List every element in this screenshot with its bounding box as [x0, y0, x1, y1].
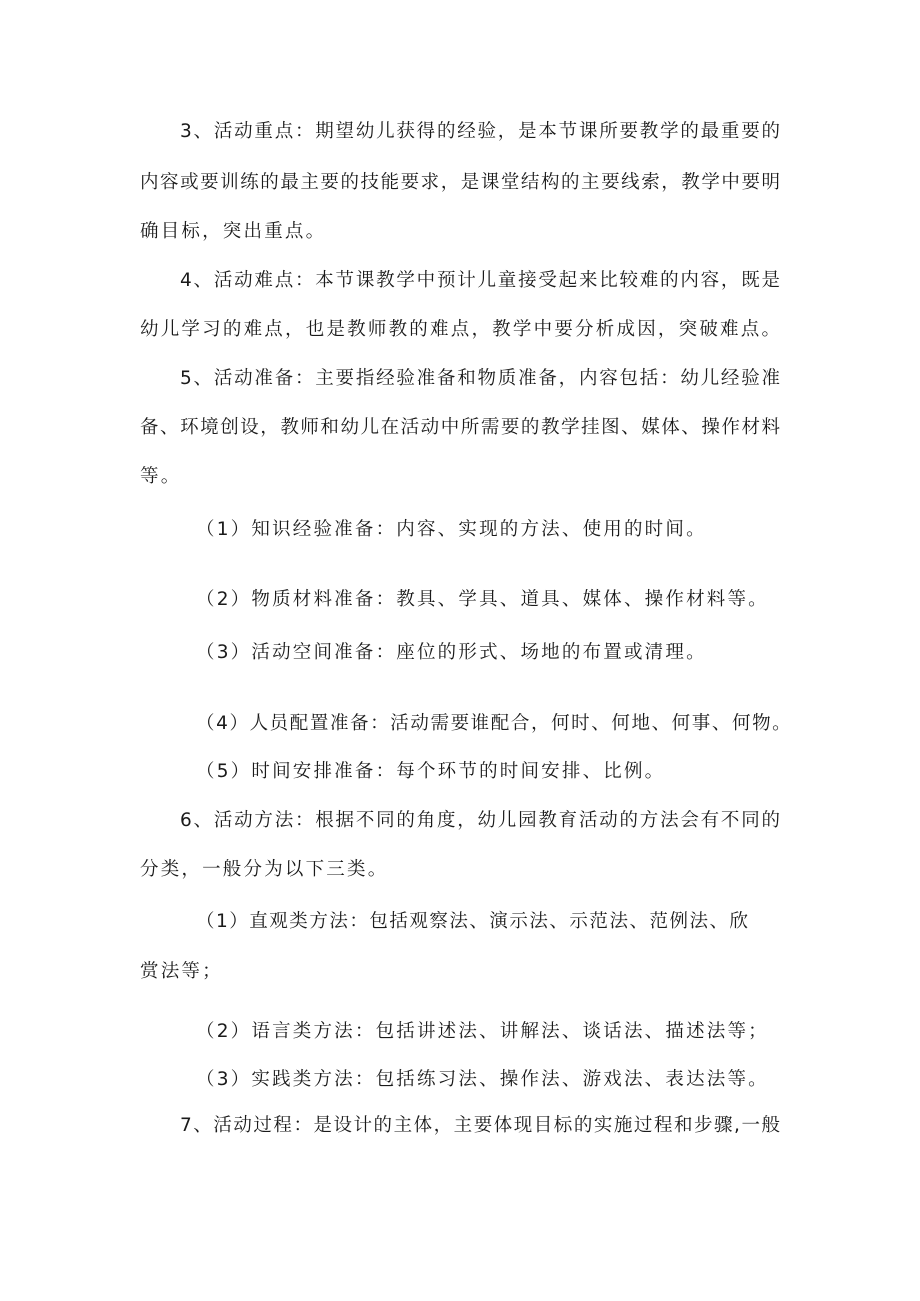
- item-4-line-1: 4、活动难点：本节课教学中预计儿童接受起来比较难的内容，既是: [180, 270, 780, 291]
- item-7-line-1: 7、活动过程：是设计的主体，主要体现目标的实施过程和步骤,一般: [180, 1115, 780, 1136]
- prep-subitem-5: （5）时间安排准备：每个环节的时间安排、比例。: [196, 761, 666, 782]
- prep-subitem-4: （4）人员配置准备：活动需要谁配合，何时、何地、何事、何物。: [196, 713, 793, 734]
- prep-subitem-2: （2）物质材料准备：教具、学具、道具、媒体、操作材料等。: [196, 589, 769, 610]
- item-6-line-1: 6、活动方法：根据不同的角度，幼儿园教育活动的方法会有不同的: [180, 810, 780, 831]
- method-subitem-1-line-1: （1）直观类方法：包括观察法、演示法、示范法、范例法、欣: [196, 911, 748, 932]
- item-6-line-2: 分类，一般分为以下三类。: [140, 859, 389, 880]
- item-3-line-1: 3、活动重点：期望幼儿获得的经验，是本节课所要教学的最重要的: [180, 121, 780, 142]
- item-5-line-1: 5、活动准备：主要指经验准备和物质准备，内容包括：幼儿经验准: [180, 368, 780, 389]
- method-subitem-2: （2）语言类方法：包括讲述法、讲解法、谈话法、描述法等；: [196, 1021, 769, 1042]
- item-5-line-3: 等。: [140, 466, 182, 487]
- item-4-line-2: 幼儿学习的难点，也是教师教的难点，教学中要分析成因，突破难点。: [140, 319, 780, 340]
- method-subitem-3: （3）实践类方法：包括练习法、操作法、游戏法、表达法等。: [196, 1069, 769, 1090]
- item-5-line-2: 备、环境创设，教师和幼儿在活动中所需要的教学挂图、媒体、操作材料: [140, 417, 780, 438]
- item-3-line-2: 内容或要训练的最主要的技能要求，是课堂结构的主要线索，教学中要明: [140, 172, 780, 193]
- method-subitem-1-line-2: 赏法等；: [140, 961, 223, 982]
- prep-subitem-1: （1）知识经验准备：内容、实现的方法、使用的时间。: [196, 519, 707, 540]
- prep-subitem-3: （3）活动空间准备：座位的形式、场地的布置或清理。: [196, 642, 707, 663]
- item-3-line-3: 确目标，突出重点。: [140, 221, 327, 242]
